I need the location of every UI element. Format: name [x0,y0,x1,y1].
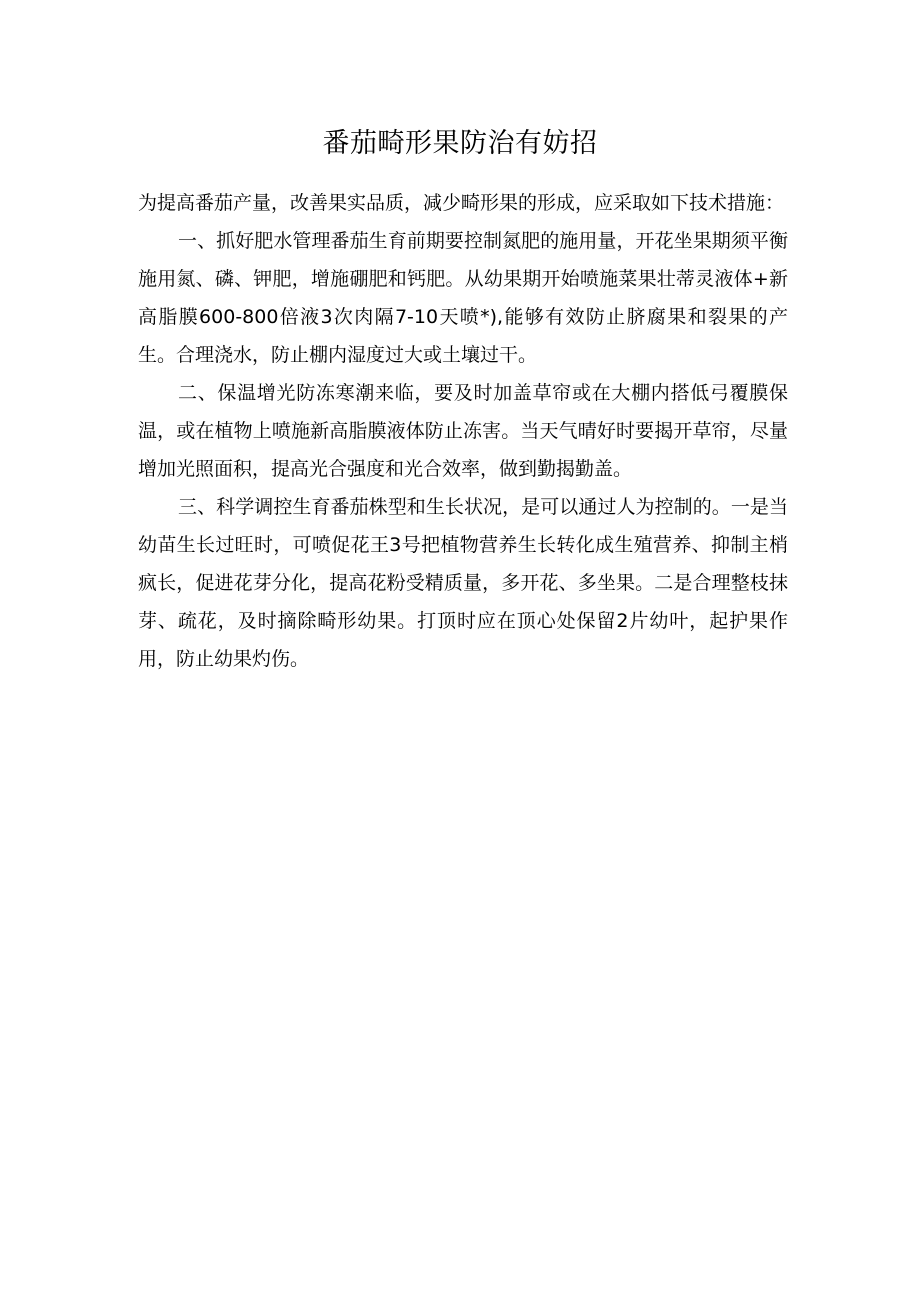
document-title: 番茄畸形果防治有妨招 [322,128,598,159]
document-body [138,184,788,678]
section-1-paragraph: 一、抓好肥水管理番茄生育前期要控制氮肥的施用量，开花坐果期须平衡施用氮、磷、钾肥，增施硼肥和钙肥。从幼果期开始喷施菜果壮蒂灵液体+新高脂膜600-800倍液3次肉隔7-10天喷*),能够有效防止脐腐果和裂果的产生。合理浇水，防止棚内湿度过大或土壤过干。 [138,230,788,366]
intro-paragraph: 为提高番茄产量，改善果实品质，减少畸形果的形成，应采取如下技术措施： [138,192,785,214]
section-2-paragraph: 二、保温增光防冻寒潮来临，要及时加盖草帘或在大棚内搭低弓覆膜保温，或在植物上喷施新高脂膜液体防止冻害。当天气晴好时要揭开草帘，尽量增加光照面积，提高光合强度和光合效率，做到勤揭勤盖。 [138,382,788,480]
section-3-paragraph: 三、科学调控生育番茄株型和生长状况，是可以通过人为控制的。一是当幼苗生长过旺时，可喷促花王3号把植物营养生长转化成生殖营养、抑制主梢疯长，促进花芽分化，提高花粉受精质量，多开花、多坐果。二是合理整枝抹芽、疏花，及时摘除畸形幼果。打顶时应在顶心处保留2片幼叶，起护果作用，防止幼果灼伤。 [138,496,788,670]
